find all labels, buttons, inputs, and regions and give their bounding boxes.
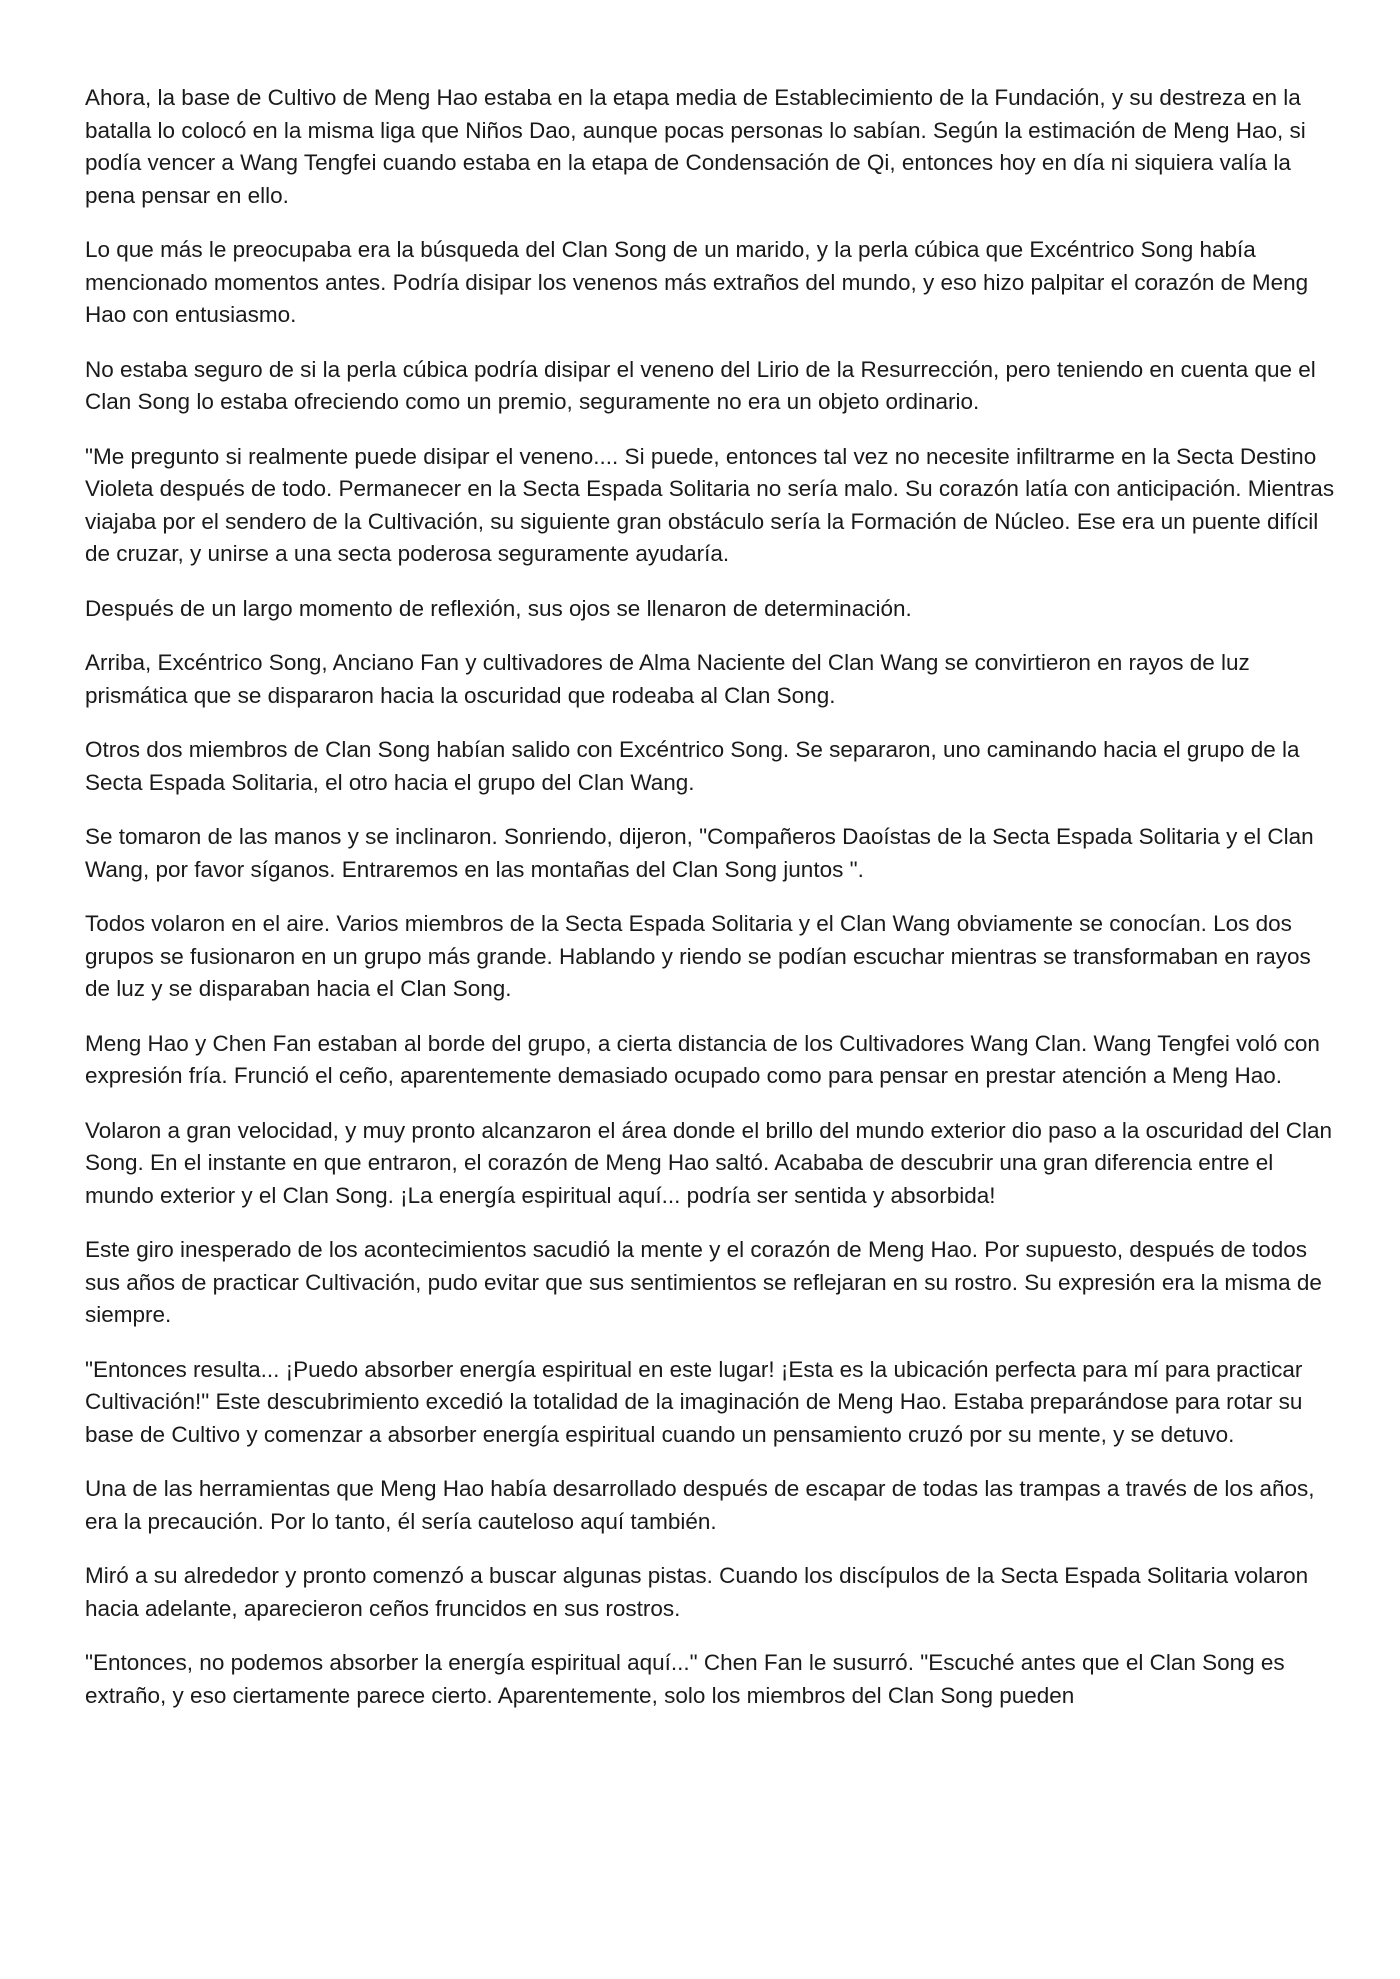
paragraph: Otros dos miembros de Clan Song habían salido con Excéntrico Song. Se separaron, uno caminando hacia el grupo de la Secta Espada Solitaria, el otro hacia el grupo del Clan Wang. xyxy=(85,737,1300,795)
paragraph: Después de un largo momento de reflexión, sus ojos se llenaron de determinación. xyxy=(85,595,912,621)
paragraph: Todos volaron en el aire. Varios miembros de la Secta Espada Solitaria y el Clan Wang obviamente se conocían. Los dos grupos se fusionaron en un grupo más grande. Hablando y riendo se podían escuchar mientras se transformaban en rayos de luz y se disparaban hacia el Clan Song. xyxy=(85,911,1311,1001)
document-body xyxy=(85,82,1340,1712)
paragraph: "Entonces, no podemos absorber la energía espiritual aquí..." Chen Fan le susurró. "Escuché antes que el Clan Song es extraño, y eso ciertamente parece cierto. Aparentemente, solo los miembros del Clan Song pueden xyxy=(85,1650,1285,1708)
paragraph: Una de las herramientas que Meng Hao había desarrollado después de escapar de todas las trampas a través de los años, era la precaución. Por lo tanto, él sería cauteloso aquí también. xyxy=(85,1476,1315,1534)
paragraph: No estaba seguro de si la perla cúbica podría disipar el veneno del Lirio de la Resurrección, pero teniendo en cuenta que el Clan Song lo estaba ofreciendo como un premio, seguramente no era un objeto ordinario. xyxy=(85,356,1316,414)
paragraph: Ahora, la base de Cultivo de Meng Hao estaba en la etapa media de Establecimiento de la Fundación, y su destreza en la batalla lo colocó en la misma liga que Niños Dao, aunque pocas personas lo sabían. Según la estimación de Meng Hao, si podía vencer a Wang Tengfei cuando estaba en la etapa de Condensación de Qi, entonces hoy en día ni siquiera valía la pena pensar en ello. xyxy=(85,85,1306,208)
paragraph: "Me pregunto si realmente puede disipar el veneno.... Si puede, entonces tal vez no necesite infiltrarme en la Secta Destino Violeta después de todo. Permanecer en la Secta Espada Solitaria no sería malo. Su corazón latía con anticipación. Mientras viajaba por el sendero de la Cultivación, su siguiente gran obstáculo sería la Formación de Núcleo. Ese era un puente difícil de cruzar, y unirse a una secta poderosa seguramente ayudaría. xyxy=(85,443,1335,566)
paragraph: Volaron a gran velocidad, y muy pronto alcanzaron el área donde el brillo del mundo exterior dio paso a la oscuridad del Clan Song. En el instante en que entraron, el corazón de Meng Hao saltó. Acababa de descubrir una gran diferencia entre el mundo exterior y el Clan Song. ¡La energía espiritual aquí... podría ser sentida y absorbida! xyxy=(85,1117,1333,1208)
paragraph: Miró a su alrededor y pronto comenzó a buscar algunas pistas. Cuando los discípulos de la Secta Espada Solitaria volaron hacia adelante, aparecieron ceños fruncidos en sus rostros. xyxy=(85,1563,1309,1621)
paragraph: "Entonces resulta... ¡Puedo absorber energía espiritual en este lugar! ¡Esta es la ubicación perfecta para mí para practicar Cultivación!" Este descubrimiento excedió la totalidad de la imaginación de Meng Hao. Estaba preparándose para rotar su base de Cultivo y comenzar a absorber energía espiritual cuando un pensamiento cruzó por su mente, y se detuvo. xyxy=(85,1356,1303,1447)
paragraph: Meng Hao y Chen Fan estaban al borde del grupo, a cierta distancia de los Cultivadores Wang Clan. Wang Tengfei voló con expresión fría. Frunció el ceño, aparentemente demasiado ocupado como para pensar en prestar atención a Meng Hao. xyxy=(85,1030,1320,1088)
paragraph: Arriba, Excéntrico Song, Anciano Fan y cultivadores de Alma Naciente del Clan Wang se convirtieron en rayos de luz prismática que se dispararon hacia la oscuridad que rodeaba al Clan Song. xyxy=(85,650,1250,708)
paragraph: Lo que más le preocupaba era la búsqueda del Clan Song de un marido, y la perla cúbica que Excéntrico Song había mencionado momentos antes. Podría disipar los venenos más extraños del mundo, y eso hizo palpitar el corazón de Meng Hao con entusiasmo. xyxy=(85,237,1309,327)
paragraph: Este giro inesperado de los acontecimientos sacudió la mente y el corazón de Meng Hao. Por supuesto, después de todos sus años de practicar Cultivación, pudo evitar que sus sentimientos se reflejaran en su rostro. Su expresión era la misma de siempre. xyxy=(85,1237,1322,1327)
paragraph: Se tomaron de las manos y se inclinaron. Sonriendo, dijeron, "Compañeros Daoístas de la Secta Espada Solitaria y el Clan Wang, por favor síganos. Entraremos en las montañas del Clan Song juntos ". xyxy=(85,824,1314,882)
